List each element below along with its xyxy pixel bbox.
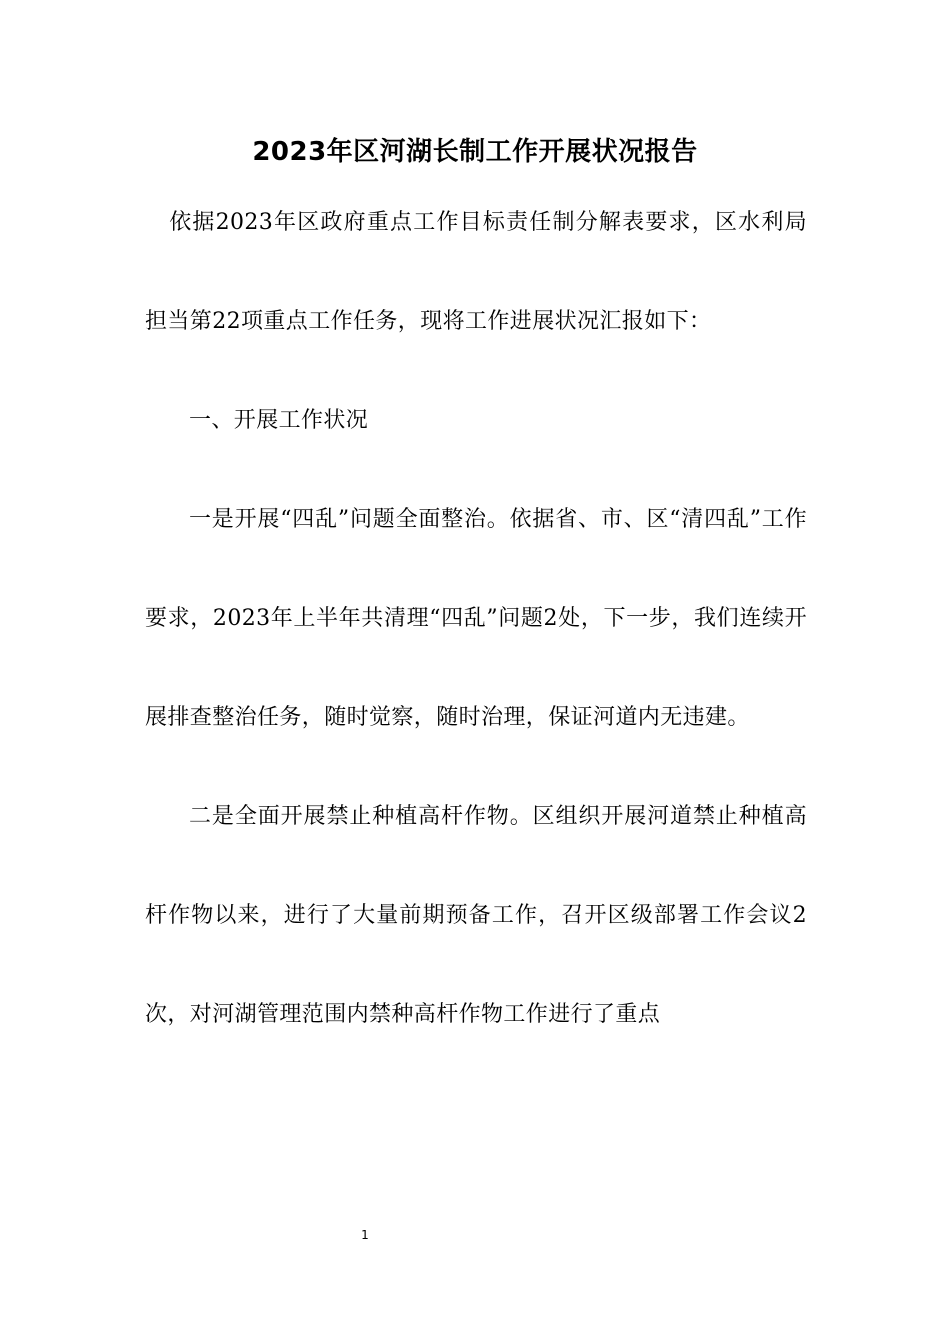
document-body: [145, 173, 807, 1064]
body-paragraph-2: 二是全面开展禁止种植高杆作物。区组织开展河道禁止种植高杆作物以来，进行了大量前期预备工作，召开区级部署工作会议2次，对河湖管理范围内禁种高杆作物工作进行了重点: [145, 804, 807, 1027]
body-paragraph-1: 一是开展“四乱”问题全面整治。依据省、市、区“清四乱”工作要求，2023年上半年共清理“四乱”问题2处，下一步，我们连续开展排查整治任务，随时觉察，随时治理，保证河道内无违建。: [145, 507, 807, 730]
page-number: 1: [361, 1228, 369, 1242]
document-title: 2023年区河湖长制工作开展状况报告: [252, 137, 698, 167]
intro-paragraph: 依据2023年区政府重点工作目标责任制分解表要求，区水利局担当第22项重点工作任务，现将工作进展状况汇报如下：: [145, 210, 807, 334]
section-heading: 一、开展工作状况: [189, 408, 369, 433]
